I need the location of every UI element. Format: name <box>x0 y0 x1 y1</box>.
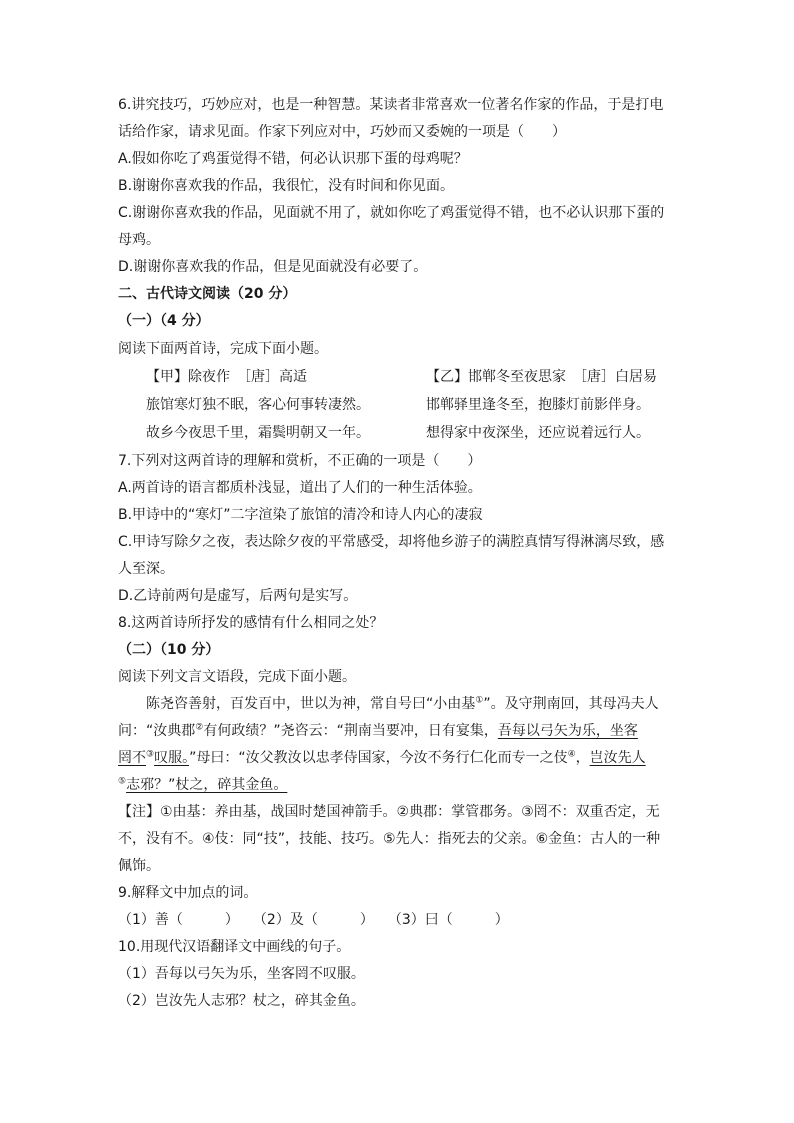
passage-line3: 罔不③叹服。”母曰：“汝父教汝以忠孝侍国家，今汝不务行仁化而专一之伎④，岂汝先人 <box>118 749 646 766</box>
q10-item2: （2）岂汝先人志邪？杖之，碎其金鱼。 <box>118 993 365 1009</box>
underlined-sentence: 罔不 <box>118 750 146 766</box>
passage-line2: 问：“汝典郡②有何政绩？”尧咨云：“荆南当要冲，日有宴集，吾每以弓矢为乐，坐客 <box>118 722 638 739</box>
q6-option-c-line1: C.谢谢你喜欢我的作品，见面就不用了，就如你吃了鸡蛋觉得不错，也不必认识那下蛋的 <box>118 205 665 221</box>
q8-stem: 8.这两首诗所抒发的感情有什么相同之处？ <box>118 615 384 631</box>
part1-heading: （一）（4 分） <box>118 313 210 329</box>
q7-option-b: B.甲诗中的“寒灯”二字渲染了旅馆的清冷和诗人内心的凄寂 <box>118 507 483 523</box>
footnote-marker: ④ <box>567 749 576 760</box>
q7-option-c-line2: 人至深。 <box>118 561 174 577</box>
underlined-sentence: 吾每以弓矢为乐，坐客 <box>497 723 638 739</box>
q9-stem: 9.解释文中加点的词。 <box>118 885 258 901</box>
q6-stem-line2: 话给作家，请求见面。作家下列应对中，巧妙而又委婉的一项是（ ） <box>118 124 566 140</box>
q10-stem: 10.用现代汉语翻译文中画线的句子。 <box>118 939 351 955</box>
poem-a-line1: 旅馆寒灯独不眠，客心何事转凄然。 <box>146 397 370 413</box>
underlined-sentence: 岂汝先人 <box>589 750 646 766</box>
q6-stem-line1: 6.讲究技巧，巧妙应对，也是一种智慧。某读者非常喜欢一位著名作家的作品，于是打电 <box>118 97 664 113</box>
q10-item1: （1）吾每以弓矢为乐，坐客罔不叹服。 <box>118 966 365 982</box>
passage-line1: 陈尧咨善射，百发百中，世以为神，常自号曰“小由基①”。及守荆南回，其母冯夫人 <box>146 695 659 712</box>
poem-b-title: 【乙】邯郸冬至夜思家 ［唐］白居易 <box>426 369 657 385</box>
q7-option-c-line1: C.甲诗写除夕之夜，表达除夕夜的平常感受，却将他乡游子的满腔真情写得淋漓尽致，感 <box>118 534 665 550</box>
footnote-marker: ③ <box>146 749 155 760</box>
passage-line4 <box>118 776 287 794</box>
q6-option-d: D.谢谢你喜欢我的作品，但是见面就没有必要了。 <box>118 259 428 275</box>
poem-b-line1: 邯郸驿里逢冬至，抱膝灯前影伴身。 <box>426 397 650 413</box>
q9-items: （1）善（ ） （2）及（ ） （3）曰（ ） <box>118 912 509 928</box>
q7-option-a: A.两首诗的语言都质朴浅显，道出了人们的一种生活体验。 <box>118 480 482 496</box>
section-heading: 二、古代诗文阅读（20 分） <box>118 286 297 302</box>
footnote-marker: ⑤ <box>118 776 127 787</box>
part2-heading: （二）（10 分） <box>118 642 220 658</box>
q6-option-a: A.假如你吃了鸡蛋觉得不错，何必认识那下蛋的母鸡呢？ <box>118 151 468 167</box>
footnote-marker: ② <box>195 722 204 733</box>
notes-line2: 不，没有不。④伎：同“技”，技能、技巧。⑤先人：指死去的父亲。⑥金鱼：古人的一种 <box>118 831 661 847</box>
q6-option-b: B.谢谢你喜欢我的作品，我很忙，没有时间和你见面。 <box>118 178 455 194</box>
poem-a-title: 【甲】除夜作 ［唐］高适 <box>146 369 307 385</box>
footnote-marker: ① <box>475 695 484 706</box>
poems-instruction: 阅读下面两首诗，完成下面小题。 <box>118 341 328 357</box>
poem-a-line2: 故乡今夜思千里，霜鬓明朝又一年。 <box>146 425 370 441</box>
q6-option-c-line2: 母鸡。 <box>118 232 160 248</box>
underlined-sentence: 叹服。 <box>154 750 190 766</box>
passage-instruction: 阅读下列文言文语段，完成下面小题。 <box>118 669 356 685</box>
underlined-sentence: 志邪？”杖之，碎其金鱼。 <box>126 777 288 793</box>
q7-option-d: D.乙诗前两句是虚写，后两句是实写。 <box>118 588 358 604</box>
q7-stem: 7.下列对这两首诗的理解和赏析，不正确的一项是（ ） <box>118 453 482 469</box>
notes-line1: 【注】①由基：养由基，战国时楚国神箭手。②典郡：掌管郡务。③罔不：双重否定，无 <box>118 804 660 820</box>
notes-line3: 佩饰。 <box>118 858 160 874</box>
poem-b-line2: 想得家中夜深坐，还应说着远行人。 <box>426 425 650 441</box>
